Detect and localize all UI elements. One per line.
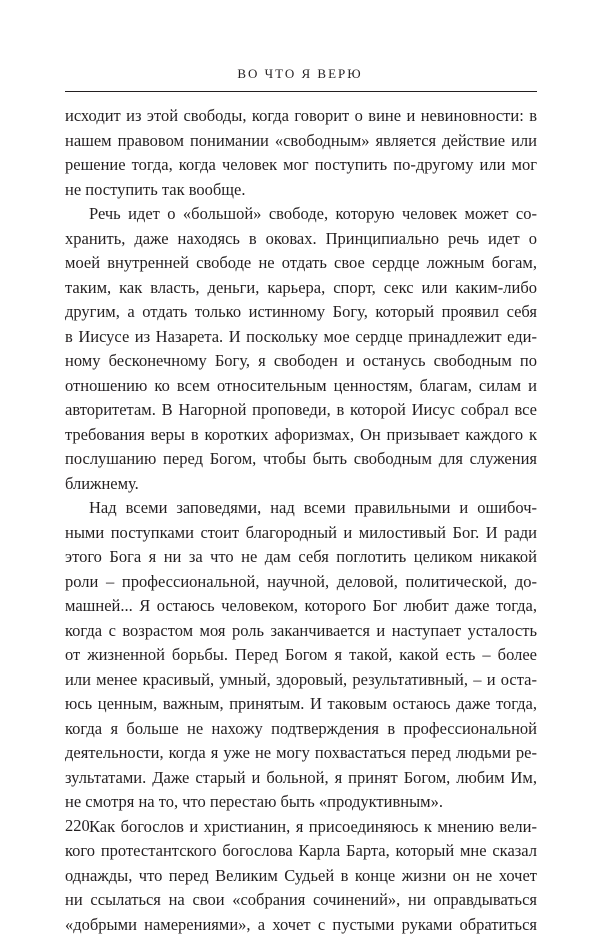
text-line: требования веры в коротких афоризмах, Он призывает каждого к bbox=[65, 423, 537, 448]
page-number: 220 bbox=[65, 816, 90, 836]
text-line: послушанию перед Богом, чтобы быть свободным для служения bbox=[65, 447, 537, 472]
text-line: когда с возрастом моя роль заканчивается и наступает усталость bbox=[65, 619, 537, 644]
text-line: когда я больше не нахожу подтверждения в профессиональной bbox=[65, 717, 537, 742]
text-line: ближнему. bbox=[65, 472, 537, 497]
running-head: ВО ЧТО Я ВЕРЮ bbox=[0, 66, 600, 82]
text-line: однажды, что перед Великим Судьей в конце жизни он не хочет bbox=[65, 864, 537, 889]
text-line: авторитетам. В Нагорной проповеди, в которой Иисус собрал все bbox=[65, 398, 537, 423]
text-line: «добрыми намерениями», а хочет с пустыми руками обратиться bbox=[65, 913, 537, 937]
text-line: деятельности, когда я уже не могу похвастаться перед людьми ре- bbox=[65, 741, 537, 766]
text-line: решение тогда, когда человек мог поступить по-другому или мог bbox=[65, 153, 537, 178]
body-text bbox=[65, 104, 537, 937]
text-line: ни ссылаться на свои «собрания сочинений», ни оправдываться bbox=[65, 888, 537, 913]
text-line: отношению ко всем относительным ценностям, благам, силам и bbox=[65, 374, 537, 399]
text-line: не смотря на то, что перестаю быть «продуктивным». bbox=[65, 790, 537, 815]
text-line: или менее красивый, умный, здоровый, результативный, – и оста- bbox=[65, 668, 537, 693]
text-line: кого протестантского богослова Карла Барта, который мне сказал bbox=[65, 839, 537, 864]
text-line: исходит из этой свободы, когда говорит о вине и невиновности: в bbox=[65, 104, 537, 129]
text-line: от жизненной борьбы. Перед Богом я такой, какой есть – более bbox=[65, 643, 537, 668]
text-line: в Иисусе из Назарета. И поскольку мое сердце принадлежит еди- bbox=[65, 325, 537, 350]
text-line: Над всеми заповедями, над всеми правильными и ошибоч- bbox=[65, 496, 537, 521]
text-line: машней... Я остаюсь человеком, которого Бог любит даже тогда, bbox=[65, 594, 537, 619]
text-line: этого Бога я ни за что не дам себя поглотить целиком никакой bbox=[65, 545, 537, 570]
header-rule bbox=[65, 91, 537, 92]
text-line: нашем правовом понимании «свободным» является действие или bbox=[65, 129, 537, 154]
text-line: роли – профессиональной, научной, деловой, политической, до- bbox=[65, 570, 537, 595]
text-line: хранить, даже находясь в оковах. Принципиально речь идет о bbox=[65, 227, 537, 252]
text-line: юсь ценным, важным, принятым. И таковым остаюсь даже тогда, bbox=[65, 692, 537, 717]
text-line: другим, а отдать только истинному Богу, который проявил себя bbox=[65, 300, 537, 325]
text-line: ному бесконечному Богу, я свободен и останусь свободным по bbox=[65, 349, 537, 374]
text-line: Как богослов и христианин, я присоединяюсь к мнению вели- bbox=[65, 815, 537, 840]
text-line: таким, как власть, деньги, карьера, спорт, секс или каким-либо bbox=[65, 276, 537, 301]
text-line: зультатами. Даже старый и больной, я принят Богом, любим Им, bbox=[65, 766, 537, 791]
text-line: не поступить так вообще. bbox=[65, 178, 537, 203]
text-line: Речь идет о «большой» свободе, которую человек может со- bbox=[65, 202, 537, 227]
text-line: моей внутренней свободе не отдать свое сердце ложным богам, bbox=[65, 251, 537, 276]
text-line: ными поступками стоит благородный и милостивый Бог. И ради bbox=[65, 521, 537, 546]
